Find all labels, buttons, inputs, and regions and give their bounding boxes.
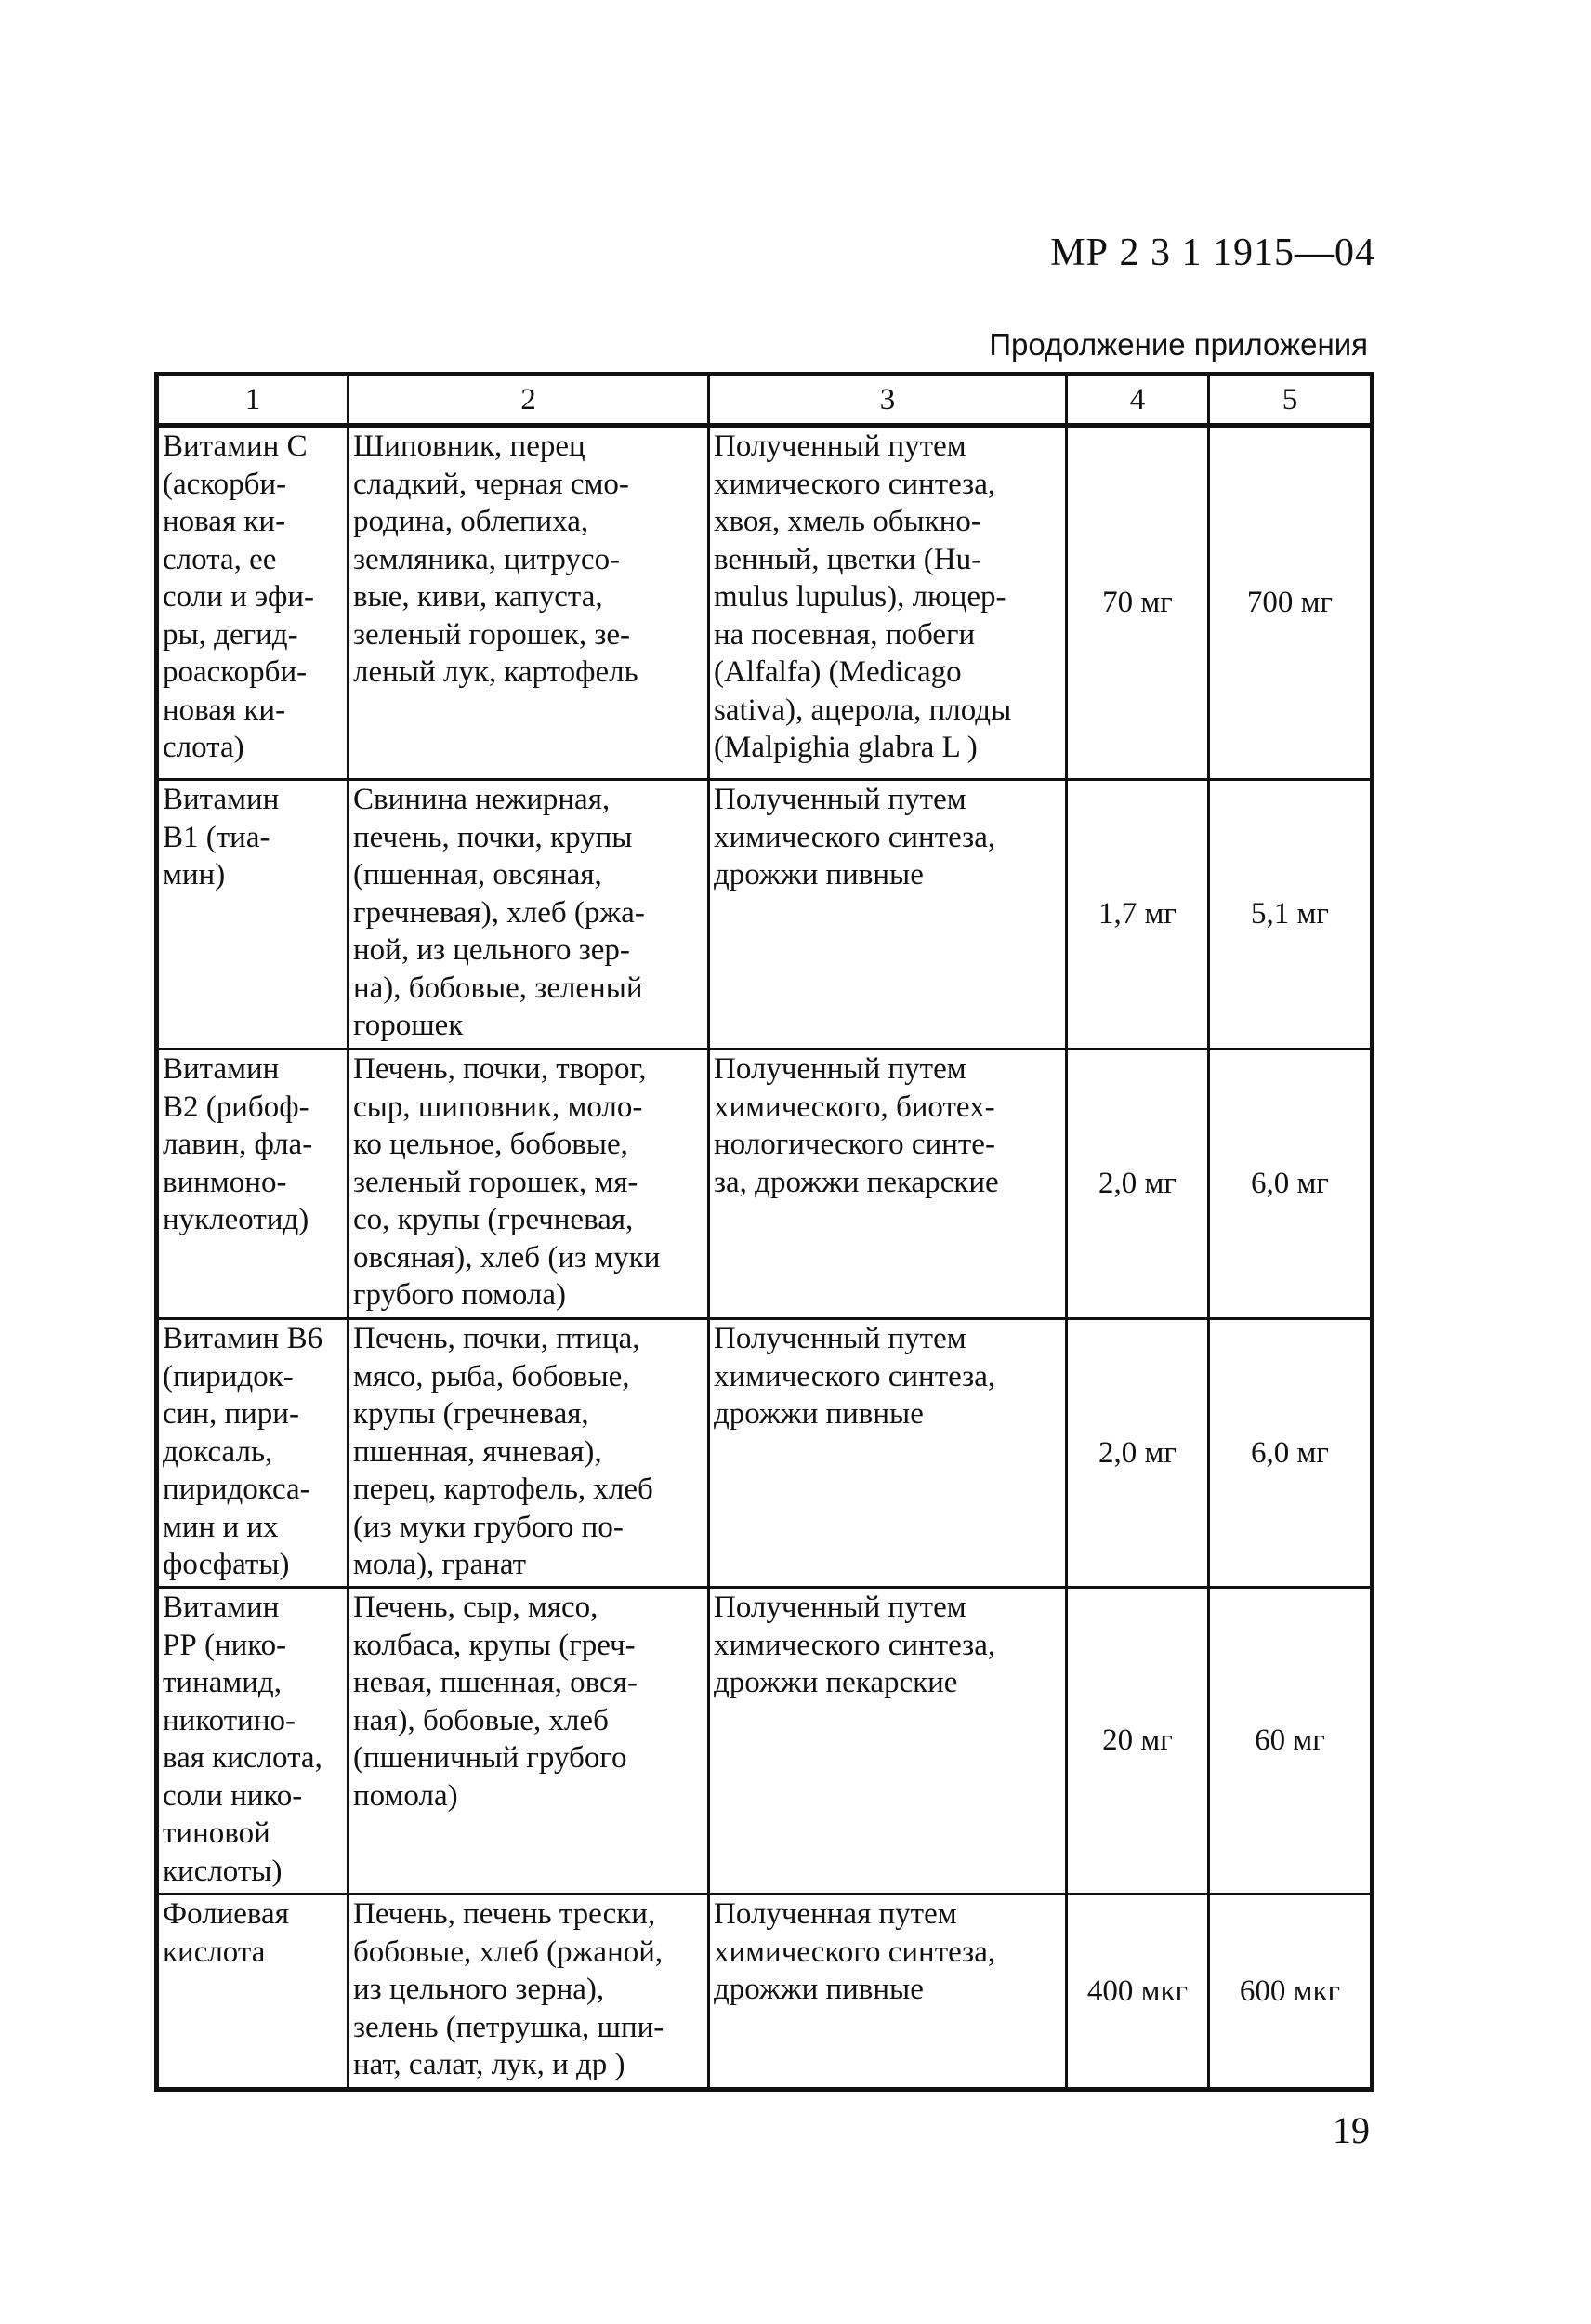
column-4-value-cell: 2,0 мг xyxy=(1067,1319,1209,1588)
production-source-cell: Полученный путем химического синтеза, дрожжи пивные xyxy=(709,780,1067,1050)
column-header-5: 5 xyxy=(1209,375,1373,426)
food-sources-cell: Печень, почки, творог, сыр, шиповник, моло- ко цельное, бобовые, зеленый горошек, мя- со, крупы (гречневая, овсяная), хлеб (из муки грубого помола) xyxy=(348,1050,709,1319)
food-sources-cell: Печень, печень трески, бобовые, хлеб (ржаной, из цельного зерна), зелень (петрушка, шпи- нат, салат, лук, и др ) xyxy=(348,1895,709,2090)
column-4-value-cell: 20 мг xyxy=(1067,1588,1209,1895)
substance-name-cell: Витамин РР (нико- тинамид, никотино- вая кислота, соли нико- тиновой кислоты) xyxy=(157,1588,348,1895)
table-header-row xyxy=(157,375,1373,426)
table-row xyxy=(157,1319,1373,1588)
substance-name-cell: Витамин В1 (тиа- мин) xyxy=(157,780,348,1050)
column-5-value-cell: 60 мг xyxy=(1209,1588,1373,1895)
document-code: МР 2 3 1 1915—04 xyxy=(1050,231,1375,274)
production-source-cell: Полученная путем химического синтеза, дрожжи пивные xyxy=(709,1895,1067,2090)
table-row xyxy=(157,426,1373,780)
column-4-value-cell: 400 мкг xyxy=(1067,1895,1209,2090)
table-row xyxy=(157,1895,1373,2090)
column-header-3: 3 xyxy=(709,375,1067,426)
production-source-cell: Полученный путем химического синтеза, хвоя, хмель обыкно- венный, цветки (Hu- mulus lupulus), люцер- на посевная, побеги (Alfalfa) (Medicago sativa), ацерола, плоды (Malpighia glabra L ) xyxy=(709,426,1067,780)
column-5-value-cell: 5,1 мг xyxy=(1209,780,1373,1050)
column-header-1: 1 xyxy=(157,375,348,426)
table-row xyxy=(157,1050,1373,1319)
substance-name-cell: Витамин В2 (рибоф- лавин, фла- винмоно- нуклеотид) xyxy=(157,1050,348,1319)
food-sources-cell: Свинина нежирная, печень, почки, крупы (пшенная, овсяная, гречневая), хлеб (ржа- ной, из цельного зер- на), бобовые, зеленый горошек xyxy=(348,780,709,1050)
table-row xyxy=(157,780,1373,1050)
substance-name-cell: Фолиевая кислота xyxy=(157,1895,348,2090)
substance-name-cell: Витамин В6 (пиридок- син, пири- доксаль, пиридокса- мин и их фосфаты) xyxy=(157,1319,348,1588)
food-sources-cell: Шиповник, перец сладкий, черная смо- родина, облепиха, земляника, цитрусо- вые, киви, капуста, зеленый горошек, зе- леный лук, картофель xyxy=(348,426,709,780)
vitamin-sources-table xyxy=(154,372,1374,2092)
page-number: 19 xyxy=(1333,2109,1370,2151)
column-5-value-cell: 6,0 мг xyxy=(1209,1050,1373,1319)
table-row xyxy=(157,1588,1373,1895)
food-sources-cell: Печень, сыр, мясо, колбаса, крупы (греч- невая, пшенная, овся- ная), бобовые, хлеб (пшеничный грубого помола) xyxy=(348,1588,709,1895)
column-header-4: 4 xyxy=(1067,375,1209,426)
food-sources-cell: Печень, почки, птица, мясо, рыба, бобовые, крупы (гречневая, пшенная, ячневая), перец, картофель, хлеб (из муки грубого по- мола), гранат xyxy=(348,1319,709,1588)
column-5-value-cell: 6,0 мг xyxy=(1209,1319,1373,1588)
column-4-value-cell: 1,7 мг xyxy=(1067,780,1209,1050)
column-5-value-cell: 600 мкг xyxy=(1209,1895,1373,2090)
substance-name-cell: Витамин С (аскорби- новая ки- слота, ее соли и эфи- ры, дегид- роаскорби- новая ки- слота) xyxy=(157,426,348,780)
production-source-cell: Полученный путем химического, биотех- нологического синте- за, дрожжи пекарские xyxy=(709,1050,1067,1319)
column-4-value-cell: 2,0 мг xyxy=(1067,1050,1209,1319)
column-header-2: 2 xyxy=(348,375,709,426)
production-source-cell: Полученный путем химического синтеза, дрожжи пивные xyxy=(709,1319,1067,1588)
continuation-caption: Продолжение приложения xyxy=(989,327,1368,362)
appendix-table-container xyxy=(154,372,1370,2092)
column-4-value-cell: 70 мг xyxy=(1067,426,1209,780)
production-source-cell: Полученный путем химического синтеза, дрожжи пекарские xyxy=(709,1588,1067,1895)
column-5-value-cell: 700 мг xyxy=(1209,426,1373,780)
